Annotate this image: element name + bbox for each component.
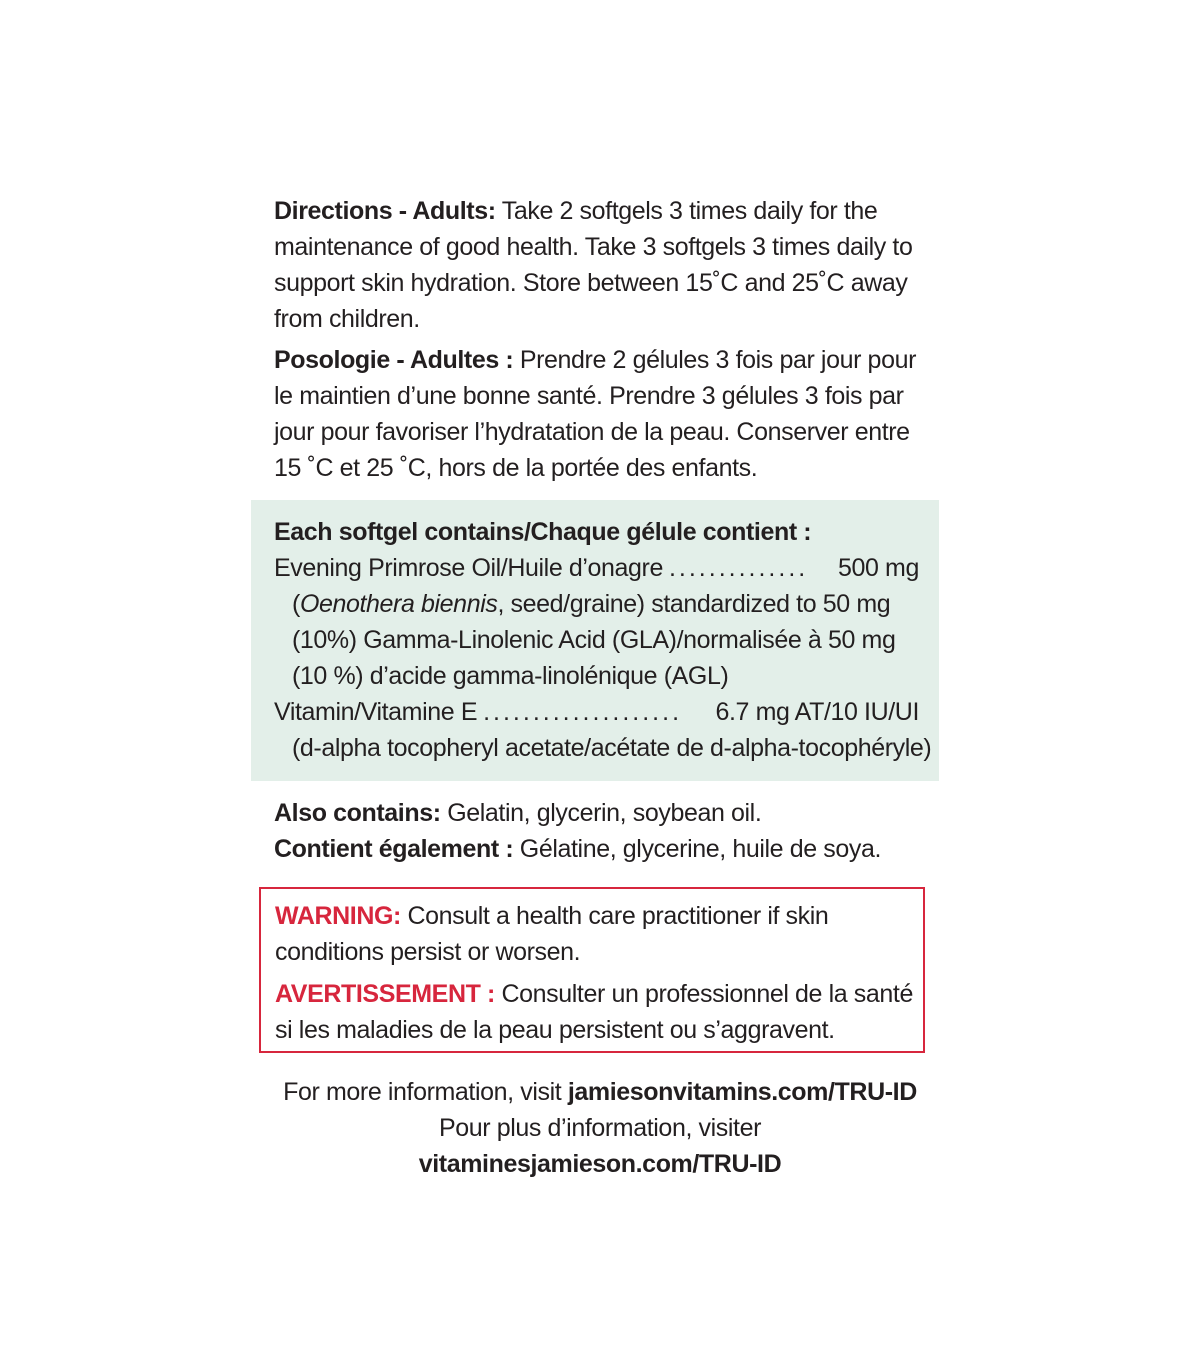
ingredient-detail: (10%) Gamma-Linolenic Acid (GLA)/normalisée à 50 mg [292, 626, 896, 654]
contient-text: Gélatine, glycerine, huile de soya. [519, 835, 882, 863]
also-contains-heading: Also contains: [274, 799, 441, 827]
directions-french [274, 342, 934, 486]
avertissement-heading: AVERTISSEMENT : [275, 980, 495, 1008]
more-info-footer [200, 1074, 1000, 1182]
botanical-name: Oenothera biennis [299, 590, 498, 618]
ingredient-row-primrose [274, 550, 919, 586]
ingredients-heading: Each softgel contains/Chaque gélule contient : [274, 518, 812, 546]
posologie-heading: Posologie - Adultes : [274, 346, 514, 374]
website-link-fr[interactable]: vitaminesjamieson.com/TRU-ID [418, 1150, 782, 1178]
ingredient-amount: 500 mg [838, 554, 919, 582]
ingredient-detail: (10 %) d’acide gamma-linolénique (AGL) [292, 662, 729, 690]
more-info-text: For more information, visit [283, 1078, 562, 1106]
ingredient-detail: (d-alpha tocopheryl acetate/acétate de d-alpha-tocophéryle) [292, 734, 932, 762]
also-contains [274, 795, 934, 867]
warning-heading: WARNING: [275, 902, 401, 930]
ingredient-name: Vitamin/Vitamine E [274, 698, 478, 726]
warning-box [259, 887, 925, 1053]
posologie-text: Prendre 2 gélules 3 fois par jour pour le maintien d’une bonne santé. Prendre 3 gélules 3 fois par jour pour favoriser l’hydratation de la peau. Conserver entre 15 ˚C et 25 ˚C, hors de la portée des enfants. [274, 346, 916, 482]
ingredient-detail: (Oenothera biennis, seed/graine) standardized to 50 mg [292, 590, 891, 618]
also-contains-text: Gelatin, glycerin, soybean oil. [447, 799, 762, 827]
avertissement-text: Consulter un professionnel de la santé si les maladies de la peau persistent ou s’aggravent. [275, 980, 913, 1044]
directions-english [274, 193, 934, 337]
ingredients-panel [251, 500, 939, 781]
dot-leader: .............. [668, 554, 809, 582]
dot-leader: .................... [483, 698, 683, 726]
ingredient-row-vitamin-e [274, 694, 919, 730]
website-link-en[interactable]: jamiesonvitamins.com/TRU-ID [567, 1078, 917, 1106]
contient-heading: Contient également : [274, 835, 514, 863]
ingredient-name: Evening Primrose Oil/Huile d’onagre [274, 554, 663, 582]
warning-text: Consult a health care practitioner if skin conditions persist or worsen. [275, 902, 829, 966]
warning-french [275, 976, 915, 1048]
directions-heading: Directions - Adults: [274, 197, 496, 225]
more-info-text-fr: Pour plus d’information, visiter [438, 1114, 762, 1142]
warning-english [275, 898, 915, 970]
directions-text: Take 2 softgels 3 times daily for the maintenance of good health. Take 3 softgels 3 times daily to support skin hydration. Store between 15˚C and 25˚C away from children. [274, 197, 913, 333]
ingredient-amount: 6.7 mg AT/10 IU/UI [715, 698, 919, 726]
